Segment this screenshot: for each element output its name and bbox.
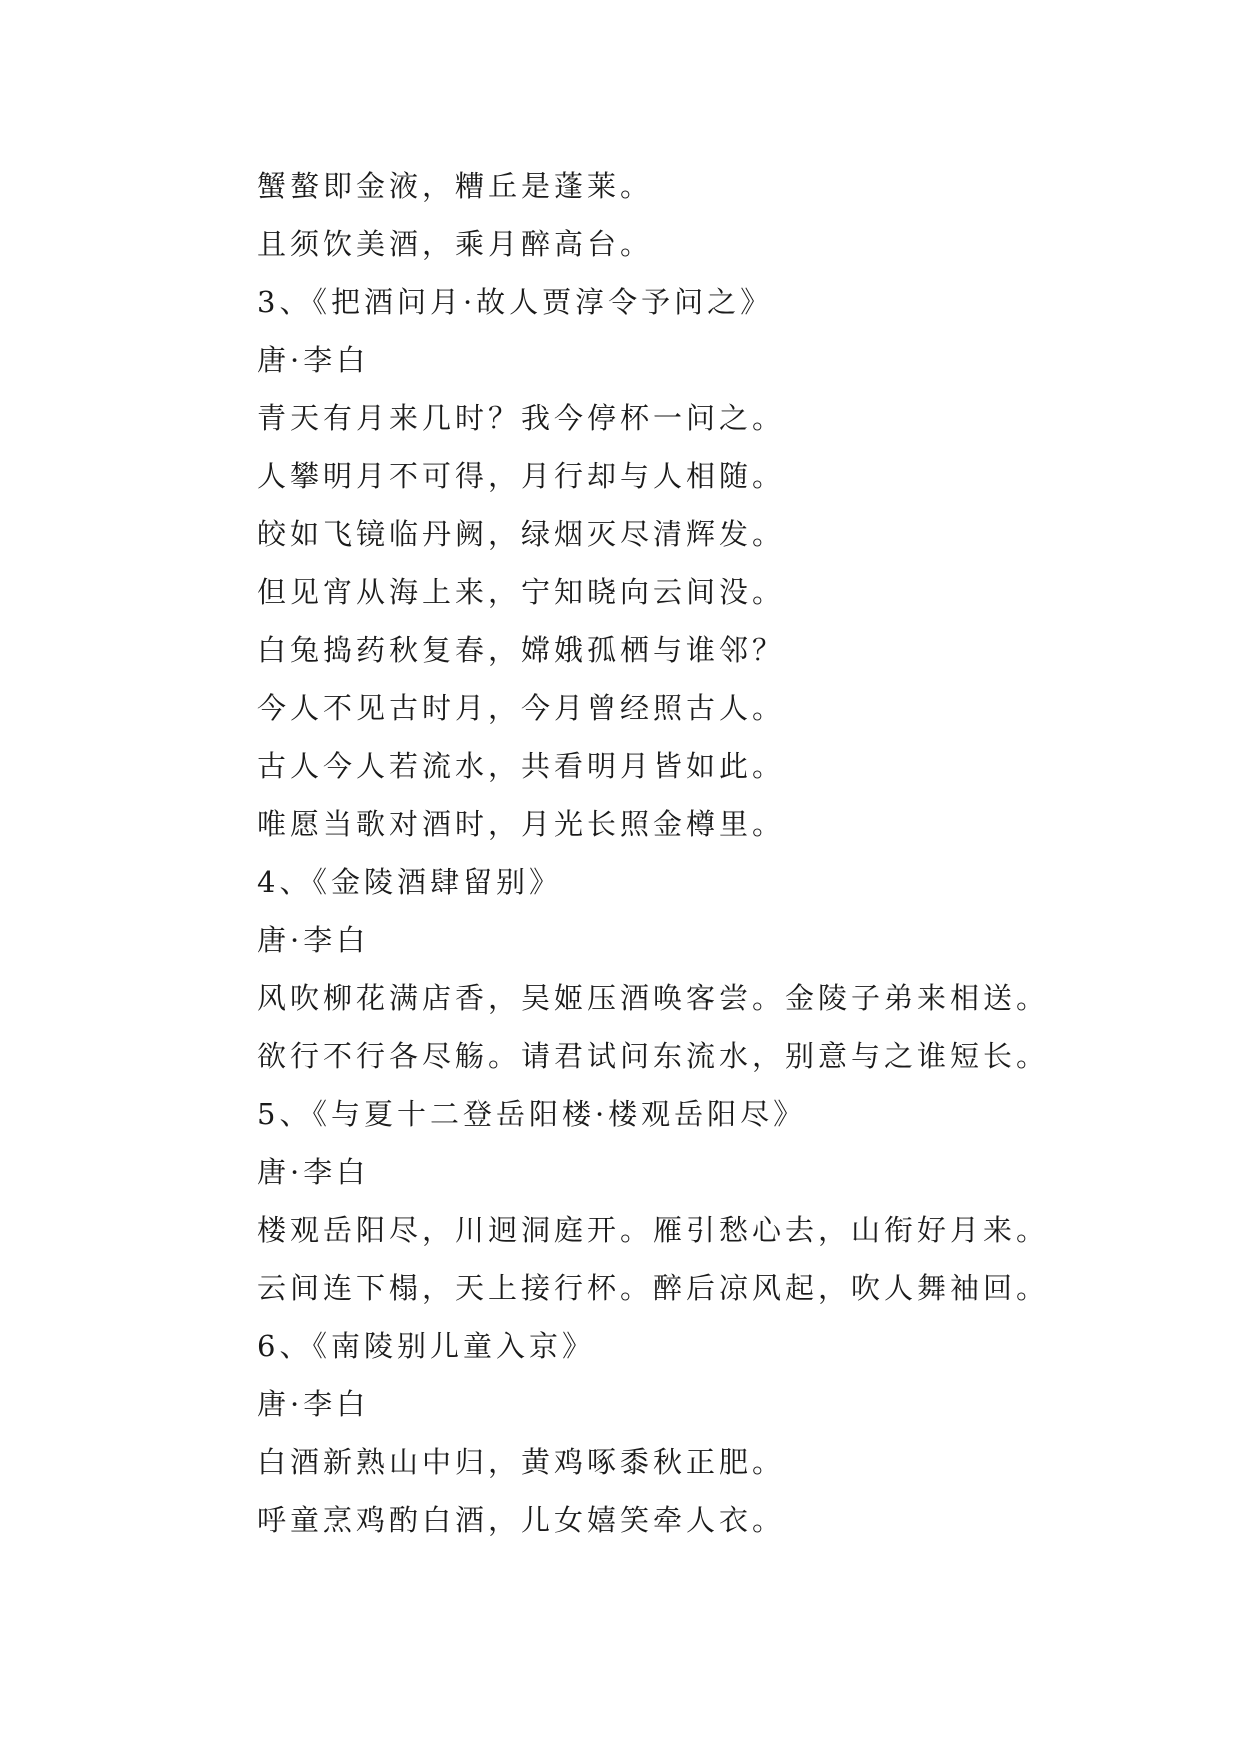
poem-line: 欲行不行各尽觞。请君试问东流水，别意与之谁短长。 bbox=[257, 1039, 1050, 1073]
poem-line: 蟹螯即金液，糟丘是蓬莱。 bbox=[257, 169, 654, 203]
poem-author: 唐·李白 bbox=[257, 923, 370, 957]
poem-line: 青天有月来几时？我今停杯一问之。 bbox=[257, 401, 786, 435]
poem-line: 白酒新熟山中归，黄鸡啄黍秋正肥。 bbox=[257, 1445, 786, 1479]
poem-line: 今人不见古时月，今月曾经照古人。 bbox=[257, 691, 786, 725]
poem-title: 4、《金陵酒肆留别》 bbox=[257, 865, 562, 899]
poem-line: 楼观岳阳尽，川迥洞庭开。雁引愁心去，山衔好月来。 bbox=[257, 1213, 1050, 1247]
poem-author: 唐·李白 bbox=[257, 1155, 370, 1189]
poem-line: 呼童烹鸡酌白酒，儿女嬉笑牵人衣。 bbox=[257, 1503, 786, 1537]
poem-line: 风吹柳花满店香，吴姬压酒唤客尝。金陵子弟来相送。 bbox=[257, 981, 1050, 1015]
poem-author: 唐·李白 bbox=[257, 343, 370, 377]
poem-title: 6、《南陵别儿童入京》 bbox=[257, 1329, 595, 1363]
poem-line: 白兔捣药秋复春，嫦娥孤栖与谁邻？ bbox=[257, 633, 786, 667]
poem-line: 且须饮美酒，乘月醉高台。 bbox=[257, 227, 654, 261]
poem-title: 5、《与夏十二登岳阳楼·楼观岳阳尽》 bbox=[257, 1097, 807, 1131]
poem-line: 云间连下榻，天上接行杯。醉后凉风起，吹人舞袖回。 bbox=[257, 1271, 1050, 1305]
poem-text-body bbox=[257, 157, 1157, 1549]
poem-line: 皎如飞镜临丹阙，绿烟灭尽清辉发。 bbox=[257, 517, 786, 551]
poem-line: 古人今人若流水，共看明月皆如此。 bbox=[257, 749, 786, 783]
poem-line: 人攀明月不可得，月行却与人相随。 bbox=[257, 459, 786, 493]
poem-line: 唯愿当歌对酒时，月光长照金樽里。 bbox=[257, 807, 786, 841]
poem-title: 3、《把酒问月·故人贾淳令予问之》 bbox=[257, 285, 774, 319]
poem-author: 唐·李白 bbox=[257, 1387, 370, 1421]
poem-line: 但见宵从海上来，宁知晓向云间没。 bbox=[257, 575, 786, 609]
